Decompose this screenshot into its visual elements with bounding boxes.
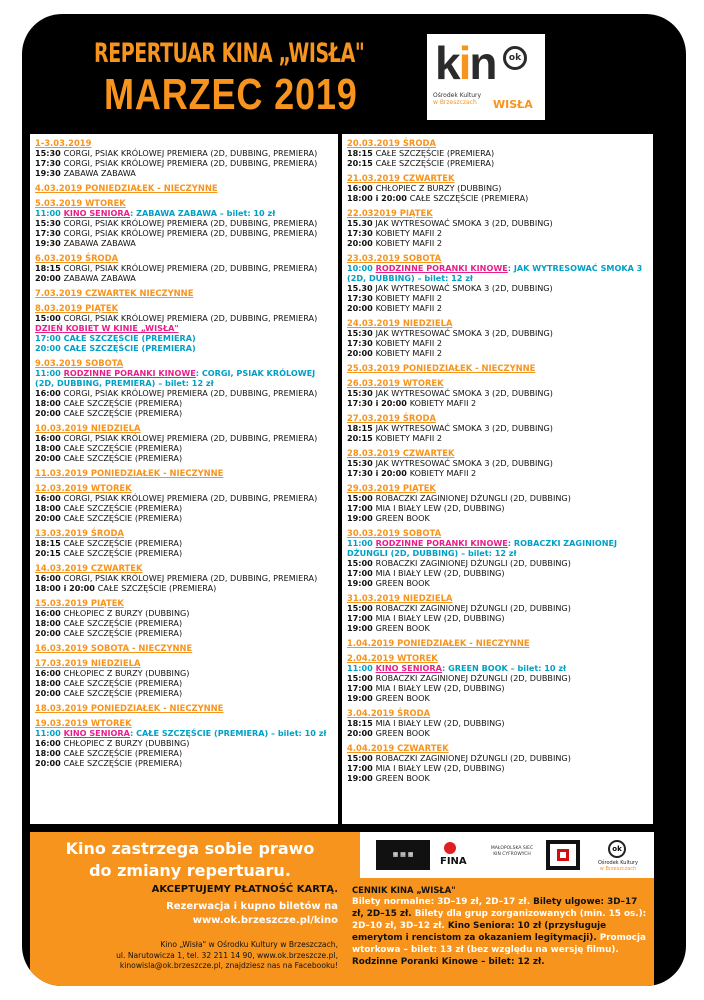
schedule-day — [35, 303, 334, 353]
schedule-day — [35, 468, 334, 478]
screening-line: 16:00 CORGI, PSIAK KRÓLOWEJ PREMIERA (2D, DUBBING, PREMIERA) — [35, 433, 318, 443]
screening-line: 16:00 CHŁOPIEC Z BURZY (DUBBING) — [347, 183, 502, 193]
kino-wisla-logo: kin ok Ośrodek Kultury w Brzeszczach WISŁA — [427, 34, 545, 120]
screening-line: 18:00 i 20:00 CAŁE SZCZĘŚCIE (PREMIERA) — [35, 583, 217, 593]
screening-line: 17:00 MIA I BIAŁY LEW (2D, DUBBING) — [347, 568, 505, 578]
day-date: 5.03.2019 WTOREK — [35, 198, 126, 208]
screening-line: 18:15 CAŁE SZCZĘŚCIE (PREMIERA) — [35, 538, 183, 548]
screening-line: 20:00 ZABAWA ZABAWA — [35, 273, 136, 283]
screening-line: 16:00 CHŁOPIEC Z BURZY (DUBBING) — [35, 738, 190, 748]
title-line1: REPERTUAR KINA „WISŁA" — [94, 38, 365, 69]
screening-line: 18:00 CAŁE SZCZĘŚCIE (PREMIERA) — [35, 678, 183, 688]
day-date: 18.03.2019 PONIEDZIAŁEK - NIECZYNNE — [35, 703, 224, 713]
screening-line: 15:00 ROBACZKI ZAGINIONEJ DŻUNGLI (2D, DUBBING) — [347, 558, 571, 568]
schedule-day — [35, 563, 334, 593]
day-date: 9.03.2019 SOBOTA — [35, 358, 124, 368]
day-date: 30.03.2019 SOBOTA — [347, 528, 442, 538]
schedule-day — [347, 208, 649, 248]
screening-line: 17:30 CORGI, PSIAK KRÓLOWEJ PREMIERA (2D, DUBBING, PREMIERA) — [35, 158, 318, 168]
screening-line: 19:30 ZABAWA ZABAWA — [35, 168, 136, 178]
screening-line: 15:00 CORGI, PSIAK KRÓLOWEJ PREMIERA (2D, DUBBING, PREMIERA) — [35, 313, 318, 323]
screening-line: 17:00 MIA I BIAŁY LEW (2D, DUBBING) — [347, 503, 505, 513]
schedule-day — [347, 173, 649, 203]
screening-line: 15:00 ROBACZKI ZAGINIONEJ DŻUNGLI (2D, DUBBING) — [347, 753, 571, 763]
repertoire-notice: Kino zastrzega sobie prawo do zmiany repertuaru. — [65, 839, 315, 880]
day-date: 24.03.2019 NIEDZIELA — [347, 318, 453, 328]
screening-line: 17:30 KOBIETY MAFII 2 — [347, 293, 443, 303]
screening-line: 16:00 CHŁOPIEC Z BURZY (DUBBING) — [35, 668, 190, 678]
address-block: Kino „Wisła" w Ośrodku Kultury w Brzeszczach, ul. Narutowicza 1, tel. 32 211 14 90, www.ok.brzeszcze.pl, kinowisla@ok.brzeszcze.pl, znajdziesz nas na Facebooku! — [116, 940, 338, 970]
day-date: 15.03.2019 PIĄTEK — [35, 598, 124, 608]
day-date: 1-3.03.2019 — [35, 138, 92, 148]
schedule-day — [347, 638, 649, 648]
schedule-day — [35, 183, 334, 193]
screening-line: 18:00 CAŁE SZCZĘŚCIE (PREMIERA) — [35, 443, 183, 453]
reservation-text: Rezerwacja i kupno biletów na www.ok.brzeszcze.pl/kino — [50, 900, 338, 928]
special-tag: RODZINNE PORANKI KINOWE — [63, 368, 196, 378]
day-date: 6.03.2019 ŚRODA — [35, 253, 119, 263]
screening-line: 17:00 MIA I BIAŁY LEW (2D, DUBBING) — [347, 613, 505, 623]
screening-line: 20:00 GREEN BOOK — [347, 728, 430, 738]
screening-line: 18:00 CAŁE SZCZĘŚCIE (PREMIERA) — [35, 618, 183, 628]
schedule-day — [347, 743, 649, 783]
special-screening: 11:00 KINO SENIORA: CAŁE SZCZĘŚCIE (PREMIERA) – bilet: 10 zł — [35, 728, 327, 738]
schedule-day — [347, 708, 649, 738]
day-date: 22.032019 PIĄTEK — [347, 208, 433, 218]
screening-line: 15:30 CORGI, PSIAK KRÓLOWEJ PREMIERA (2D, DUBBING, PREMIERA) — [35, 148, 318, 158]
screening-line: 18:00 CAŁE SZCZĘŚCIE (PREMIERA) — [35, 503, 183, 513]
special-tag: KINO SENIORA — [375, 663, 443, 673]
screening-line: 16:00 CORGI, PSIAK KRÓLOWEJ PREMIERA (2D, DUBBING, PREMIERA) — [35, 493, 318, 503]
schedule-day — [35, 703, 334, 713]
day-date: 29.03.2019 PIĄTEK — [347, 483, 436, 493]
screening-line: 20:00 KOBIETY MAFII 2 — [347, 238, 443, 248]
footer-bar — [30, 832, 654, 986]
day-date: 26.03.2019 WTOREK — [347, 378, 444, 388]
card-payment-text: AKCEPTUJEMY PŁATNOŚĆ KARTĄ. — [151, 884, 338, 895]
screening-line: 18:00 i 20:00 CAŁE SZCZĘŚCIE (PREMIERA) — [347, 193, 529, 203]
schedule-day — [347, 318, 649, 358]
day-date: 12.03.2019 WTOREK — [35, 483, 132, 493]
special-screening: 17:00 CAŁE SZCZĘŚCIE (PREMIERA) — [35, 333, 196, 343]
screening-line: 18:00 CAŁE SZCZĘŚCIE (PREMIERA) — [35, 398, 183, 408]
schedule-right-column — [342, 134, 653, 824]
screening-line: 20:00 KOBIETY MAFII 2 — [347, 303, 443, 313]
day-date: 2.04.2019 WTOREK — [347, 653, 438, 663]
kino-logo-text: kin — [435, 37, 496, 89]
special-screening: 11:00 RODZINNE PORANKI KINOWE: CORGI, PSIAK KRÓLOWEJ (2D, DUBBING, PREMIERA) – bilet: 12 zł — [35, 368, 316, 388]
day-date: 25.03.2019 PONIEDZIAŁEK - NIECZYNNE — [347, 363, 536, 373]
screening-line: 20:00 CAŁE SZCZĘŚCIE (PREMIERA) — [35, 688, 183, 698]
day-date: 7.03.2019 CZWARTEK NIECZYNNE — [35, 288, 194, 298]
price-list: CENNIK KINA „WISŁA" Bilety normalne: 3D–19 zł, 2D–17 zł. Bilety ulgowe: 3D–17 zł, 2D–15 zł. Bilety dla grup zorganizowanych (min. 15 os.): 2D–10 zł, 3D–12 zł. Kino Seniora: 10 zł (przysługuje emerytom i rencistom za okazaniem legitymacji). Promocja wtorkowa – bilet: 13 zł (bez względu na wersję filmu). Rodzinne Poranki Kinowe – bilet: 12 zł. — [352, 885, 647, 967]
special-event — [35, 323, 334, 333]
screening-line: 18:15 JAK WYTRESOWAĆ SMOKA 3 (2D, DUBBING) — [347, 423, 553, 433]
day-date: 19.03.2019 WTOREK — [35, 718, 132, 728]
day-date: 1.04.2019 PONIEDZIAŁEK - NIECZYNNE — [347, 638, 530, 648]
day-date: 13.03.2019 ŚRODA — [35, 528, 124, 538]
screening-line: 15:00 ROBACZKI ZAGINIONEJ DŻUNGLI (2D, DUBBING) — [347, 603, 571, 613]
schedule-day — [35, 423, 334, 463]
day-date: 4.04.2019 CZWARTEK — [347, 743, 449, 753]
day-date: 20.03.2019 ŚRODA — [347, 138, 436, 148]
special-tag: RODZINNE PORANKI KINOWE — [375, 263, 508, 273]
schedule-day — [347, 528, 649, 588]
special-screening: 11:00 RODZINNE PORANKI KINOWE: ROBACZKI ZAGINIONEJ DŻUNGLI (2D, DUBBING) – bilet: 12 zł — [347, 538, 618, 558]
schedule-day — [35, 198, 334, 248]
schedule-day — [347, 378, 649, 408]
special-screening: 10:00 RODZINNE PORANKI KINOWE: JAK WYTRESOWAĆ SMOKA 3 (2D, DUBBING) – bilet: 12 zł — [347, 263, 643, 283]
ok-icon: ok — [503, 46, 527, 70]
screening-line: 16:00 CORGI, PSIAK KRÓLOWEJ PREMIERA (2D, DUBBING, PREMIERA) — [35, 388, 318, 398]
special-tag: KINO SENIORA — [63, 728, 131, 738]
schedule-day — [347, 413, 649, 443]
schedule-day — [35, 288, 334, 298]
schedule-day — [347, 253, 649, 313]
screening-line: 20:15 CAŁE SZCZĘŚCIE (PREMIERA) — [35, 548, 183, 558]
schedule-day — [347, 138, 649, 168]
screening-line: 17:30 CORGI, PSIAK KRÓLOWEJ PREMIERA (2D, DUBBING, PREMIERA) — [35, 228, 318, 238]
poster-frame — [22, 14, 686, 986]
screening-line: 20:00 KOBIETY MAFII 2 — [347, 348, 443, 358]
day-date: 23.03.2019 SOBOTA — [347, 253, 442, 263]
screening-line: 17:30 i 20:00 KOBIETY MAFII 2 — [347, 468, 477, 478]
screening-line: 17:30 i 20:00 KOBIETY MAFII 2 — [347, 398, 477, 408]
screening-line: 19:00 GREEN BOOK — [347, 513, 430, 523]
day-date: 8.03.2019 PIĄTEK — [35, 303, 119, 313]
day-date: 21.03.2019 CZWARTEK — [347, 173, 455, 183]
day-date: 27.03.2019 ŚRODA — [347, 413, 436, 423]
screening-line: 19:00 GREEN BOOK — [347, 773, 430, 783]
sponsors-area — [360, 832, 654, 878]
square-logo — [546, 840, 580, 870]
day-date: 31.03.2019 NIEDZIELA — [347, 593, 453, 603]
screening-line: 15.30 JAK WYTRESOWAĆ SMOKA 3 (2D, DUBBING) — [347, 218, 553, 228]
screening-line: 16:00 CORGI, PSIAK KRÓLOWEJ PREMIERA (2D, DUBBING, PREMIERA) — [35, 573, 318, 583]
play-icon — [444, 842, 456, 854]
special-screening: 20:00 CAŁE SZCZĘŚCIE (PREMIERA) — [35, 343, 196, 353]
schedule-day — [35, 598, 334, 638]
screening-line: 20:00 CAŁE SZCZĘŚCIE (PREMIERA) — [35, 453, 183, 463]
day-date: 4.03.2019 PONIEDZIAŁEK - NIECZYNNE — [35, 183, 218, 193]
schedule-day — [35, 253, 334, 283]
screening-line: 17:30 KOBIETY MAFII 2 — [347, 338, 443, 348]
special-tag: KINO SENIORA — [63, 208, 131, 218]
day-date: 17.03.2019 NIEDZIELA — [35, 658, 141, 668]
screening-line: 20:15 KOBIETY MAFII 2 — [347, 433, 443, 443]
screening-line: 15:30 JAK WYTRESOWAĆ SMOKA 3 (2D, DUBBING) — [347, 388, 553, 398]
fina-logo: FINA — [438, 840, 478, 870]
day-date: 28.03.2019 CZWARTEK — [347, 448, 455, 458]
reservation-link[interactable]: www.ok.brzeszcze.pl/kino — [192, 915, 338, 926]
screening-line: 20:00 CAŁE SZCZĘŚCIE (PREMIERA) — [35, 628, 183, 638]
screening-line: 20:00 CAŁE SZCZĘŚCIE (PREMIERA) — [35, 758, 183, 768]
screening-line: 17:00 MIA I BIAŁY LEW (2D, DUBBING) — [347, 763, 505, 773]
special-screening: 11:00 KINO SENIORA: ZABAWA ZABAWA – bilet: 10 zł — [35, 208, 276, 218]
special-tag: DZIEŃ KOBIET W KINIE „WISŁA" — [35, 323, 179, 333]
screening-line: 19:00 GREEN BOOK — [347, 693, 430, 703]
schedule-left-column — [30, 134, 338, 824]
cinema-film-logo: ▦ ▦ ▦ — [376, 840, 430, 870]
screening-line: 19:00 GREEN BOOK — [347, 623, 430, 633]
schedule-day — [35, 643, 334, 653]
schedule-day — [35, 528, 334, 558]
screening-line: 20:15 CAŁE SZCZĘŚCIE (PREMIERA) — [347, 158, 495, 168]
day-date: 16.03.2019 SOBOTA - NIECZYNNE — [35, 643, 193, 653]
screening-line: 15:00 ROBACZKI ZAGINIONEJ DŻUNGLI (2D, DUBBING) — [347, 673, 571, 683]
screening-line: 18:15 MIA I BIAŁY LEW (2D, DUBBING) — [347, 718, 505, 728]
schedule-day — [347, 593, 649, 633]
malopolska-logo: MAŁOPOLSKA SIEĆ KIN CYFROWYCH — [490, 846, 534, 857]
screening-line: 19:30 ZABAWA ZABAWA — [35, 238, 136, 248]
special-tag: RODZINNE PORANKI KINOWE — [375, 538, 508, 548]
screening-line: 15:30 JAK WYTRESOWAĆ SMOKA 3 (2D, DUBBING) — [347, 328, 553, 338]
screening-line: 20:00 CAŁE SZCZĘŚCIE (PREMIERA) — [35, 513, 183, 523]
screening-line: 20:00 CAŁE SZCZĘŚCIE (PREMIERA) — [35, 408, 183, 418]
ok-logo: ok Ośrodek Kultury w Brzeszczach — [592, 840, 644, 876]
screening-line: 16:00 CHŁOPIEC Z BURZY (DUBBING) — [35, 608, 190, 618]
screening-line: 15:30 CORGI, PSIAK KRÓLOWEJ PREMIERA (2D, DUBBING, PREMIERA) — [35, 218, 318, 228]
screening-line: 18:15 CAŁE SZCZĘŚCIE (PREMIERA) — [347, 148, 495, 158]
header — [22, 14, 686, 122]
title-line2: MARZEC 2019 — [104, 70, 358, 119]
special-screening: 11:00 KINO SENIORA: GREEN BOOK – bilet: 10 zł — [347, 663, 567, 673]
schedule-day — [35, 658, 334, 698]
screening-line: 19:00 GREEN BOOK — [347, 578, 430, 588]
schedule-day — [35, 358, 334, 418]
screening-line: 17:00 MIA I BIAŁY LEW (2D, DUBBING) — [347, 683, 505, 693]
screening-line: 15.30 JAK WYTRESOWAĆ SMOKA 3 (2D, DUBBING) — [347, 283, 553, 293]
schedule-day — [347, 363, 649, 373]
schedule-day — [35, 138, 334, 178]
schedule-day — [35, 718, 334, 768]
screening-line: 18:00 CAŁE SZCZĘŚCIE (PREMIERA) — [35, 748, 183, 758]
screening-line: 15:30 JAK WYTRESOWAĆ SMOKA 3 (2D, DUBBING) — [347, 458, 553, 468]
day-date: 10.03.2019 NIEDZIELA — [35, 423, 141, 433]
schedule-day — [35, 483, 334, 523]
schedule-day — [347, 653, 649, 703]
day-date: 14.03.2019 CZWARTEK — [35, 563, 143, 573]
day-date: 3.04.2019 ŚRODA — [347, 708, 431, 718]
day-date: 11.03.2019 PONIEDZIAŁEK - NIECZYNNE — [35, 468, 224, 478]
schedule-day — [347, 483, 649, 523]
screening-line: 18:15 CORGI, PSIAK KRÓLOWEJ PREMIERA (2D, DUBBING, PREMIERA) — [35, 263, 318, 273]
screening-line: 17:30 KOBIETY MAFII 2 — [347, 228, 443, 238]
schedule-day — [347, 448, 649, 478]
screening-line: 15:00 ROBACZKI ZAGINIONEJ DŻUNGLI (2D, DUBBING) — [347, 493, 571, 503]
